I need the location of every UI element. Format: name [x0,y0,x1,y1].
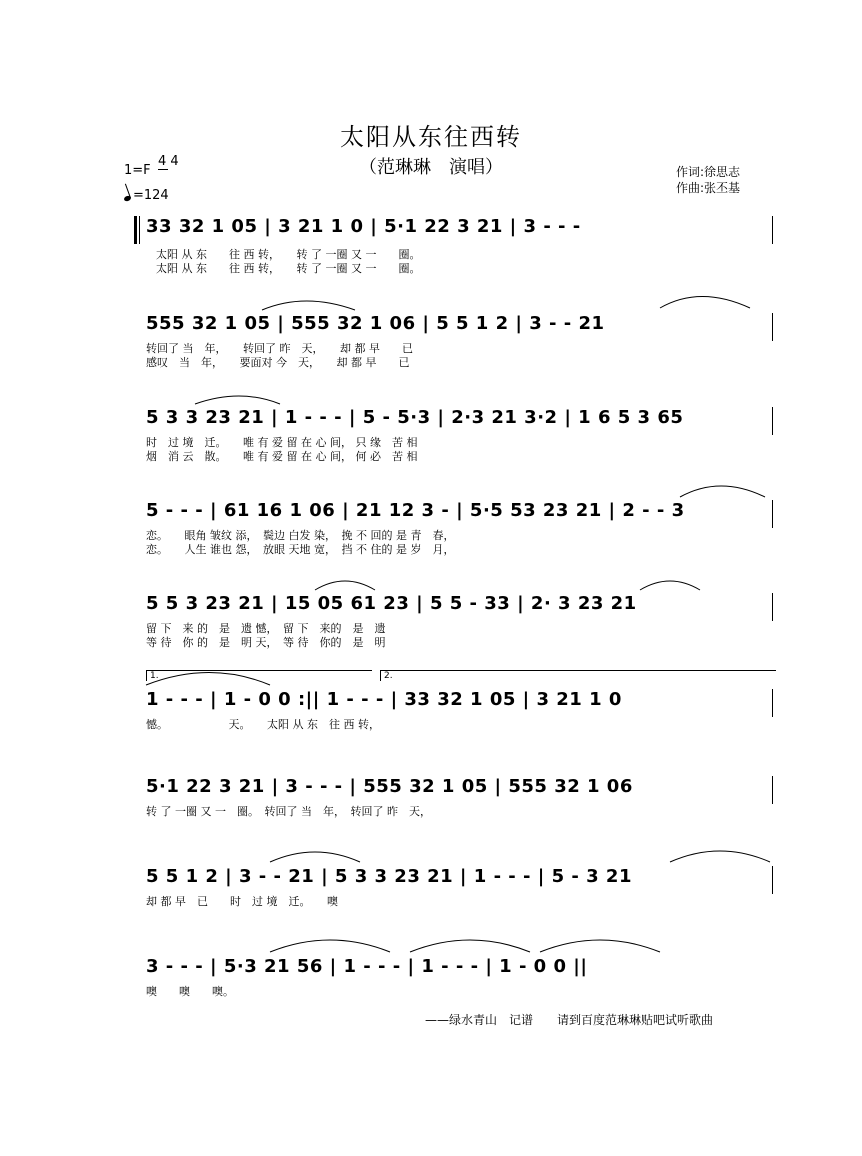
notes-line-8: 5 5 1 2 | 3 - - 21 | 5 3 3 23 21 | 1 - - - | 5 - 3 21 [146,866,632,887]
lyrics-line-8a: 却 都 早 已 时 过 境 迁。 噢 [146,895,338,908]
volta-second-ending: 2. [380,670,776,681]
quarter-note-icon [123,195,131,202]
time-signature-bottom: 4 [170,154,179,169]
notes-line-3: 5 3 3 23 21 | 1 - - - | 5 - 5·3 | 2·3 21 3·2 | 1 6 5 3 65 [146,407,684,428]
notes-line-2: 555 32 1 05 | 555 32 1 06 | 5 5 1 2 | 3 - - 21 [146,313,605,334]
notes-line-1: 33 32 1 05 | 3 21 1 0 | 5·1 22 3 21 | 3 - - - [146,216,581,237]
score-line-1 [0,216,862,286]
volta-first-ending: 1. [146,670,372,681]
lyrics-line-7a: 转 了 一圈 又 一 圈。 转回了 当 年， 转回了 昨 天， [146,805,431,818]
lyrics-line-3a: 时 过 境 迁。 唯 有 爱 留 在 心 间， 只 缘 苦 相 [146,436,418,449]
time-signature-top: 4 [158,154,167,169]
score-line-5 [0,593,862,663]
lyrics-line-9a: 噢 噢 噢。 [146,985,234,998]
key-signature: 1=F [124,163,151,178]
lyrics-line-4a: 恋。 眼角 皱纹 添， 鬓边 白发 染， 挽 不 回的 是 青 春， [146,529,455,542]
time-signature [158,155,179,169]
lyrics-line-1b: 太阳 从 东 往 西 转， 转 了 一圈 又 一 圈。 [156,262,421,275]
composer-credit: 作曲:张丕基 [676,181,741,195]
song-subtitle: （范琳琳 演唱） [359,157,503,178]
lyricist-credit: 作词:徐思志 [676,165,741,179]
lyrics-line-2a: 转回了 当 年， 转回了 昨 天， 却 都 早 已 [146,342,413,355]
lyrics-line-4b: 恋。 人生 谁也 怨， 放眼 天地 宽， 挡 不 住的 是 岁 月， [146,543,455,556]
notes-line-9: 3 - - - | 5·3 21 56 | 1 - - - | 1 - - - | 1 - 0 0 || [146,956,588,977]
tempo-marking [124,188,169,203]
notes-line-4: 5 - - - | 61 16 1 06 | 21 12 3 - | 5·5 53 23 21 | 2 - - 3 [146,500,685,521]
notes-line-7: 5·1 22 3 21 | 3 - - - | 555 32 1 05 | 555 32 1 06 [146,776,633,797]
lyrics-line-1a: 太阳 从 东 往 西 转， 转 了 一圈 又 一 圈。 [156,248,421,261]
lyrics-line-5a: 留 下 来 的 是 遗 憾， 留 下 来的 是 遗 [146,622,386,635]
lyrics-line-2b: 感叹 当 年， 要面对 今 天， 却 都 早 已 [146,356,410,369]
score-line-3 [0,407,862,477]
lyrics-line-6a: 憾。 天。 太阳 从 东 往 西 转， [146,718,380,731]
score-line-8 [0,866,862,936]
score-line-6 [0,689,862,759]
notes-line-5: 5 5 3 23 21 | 15 05 61 23 | 5 5 - 33 | 2· 3 23 21 [146,593,637,614]
footer-note: ——绿水青山 记谱 请到百度范琳琳贴吧试听歌曲 [425,1013,714,1027]
lyrics-line-5b: 等 待 你 的 是 明 天， 等 待 你的 是 明 [146,636,386,649]
song-title: 太阳从东往西转 [340,123,522,151]
tempo-value: =124 [133,188,169,203]
score-line-7 [0,776,862,846]
score-line-2 [0,313,862,383]
lyrics-line-3b: 烟 消 云 散。 唯 有 爱 留 在 心 间， 何 必 苦 相 [146,450,418,463]
notes-line-6: 1 - - - | 1 - 0 0 :|| 1 - - - | 33 32 1 05 | 3 21 1 0 [146,689,622,710]
